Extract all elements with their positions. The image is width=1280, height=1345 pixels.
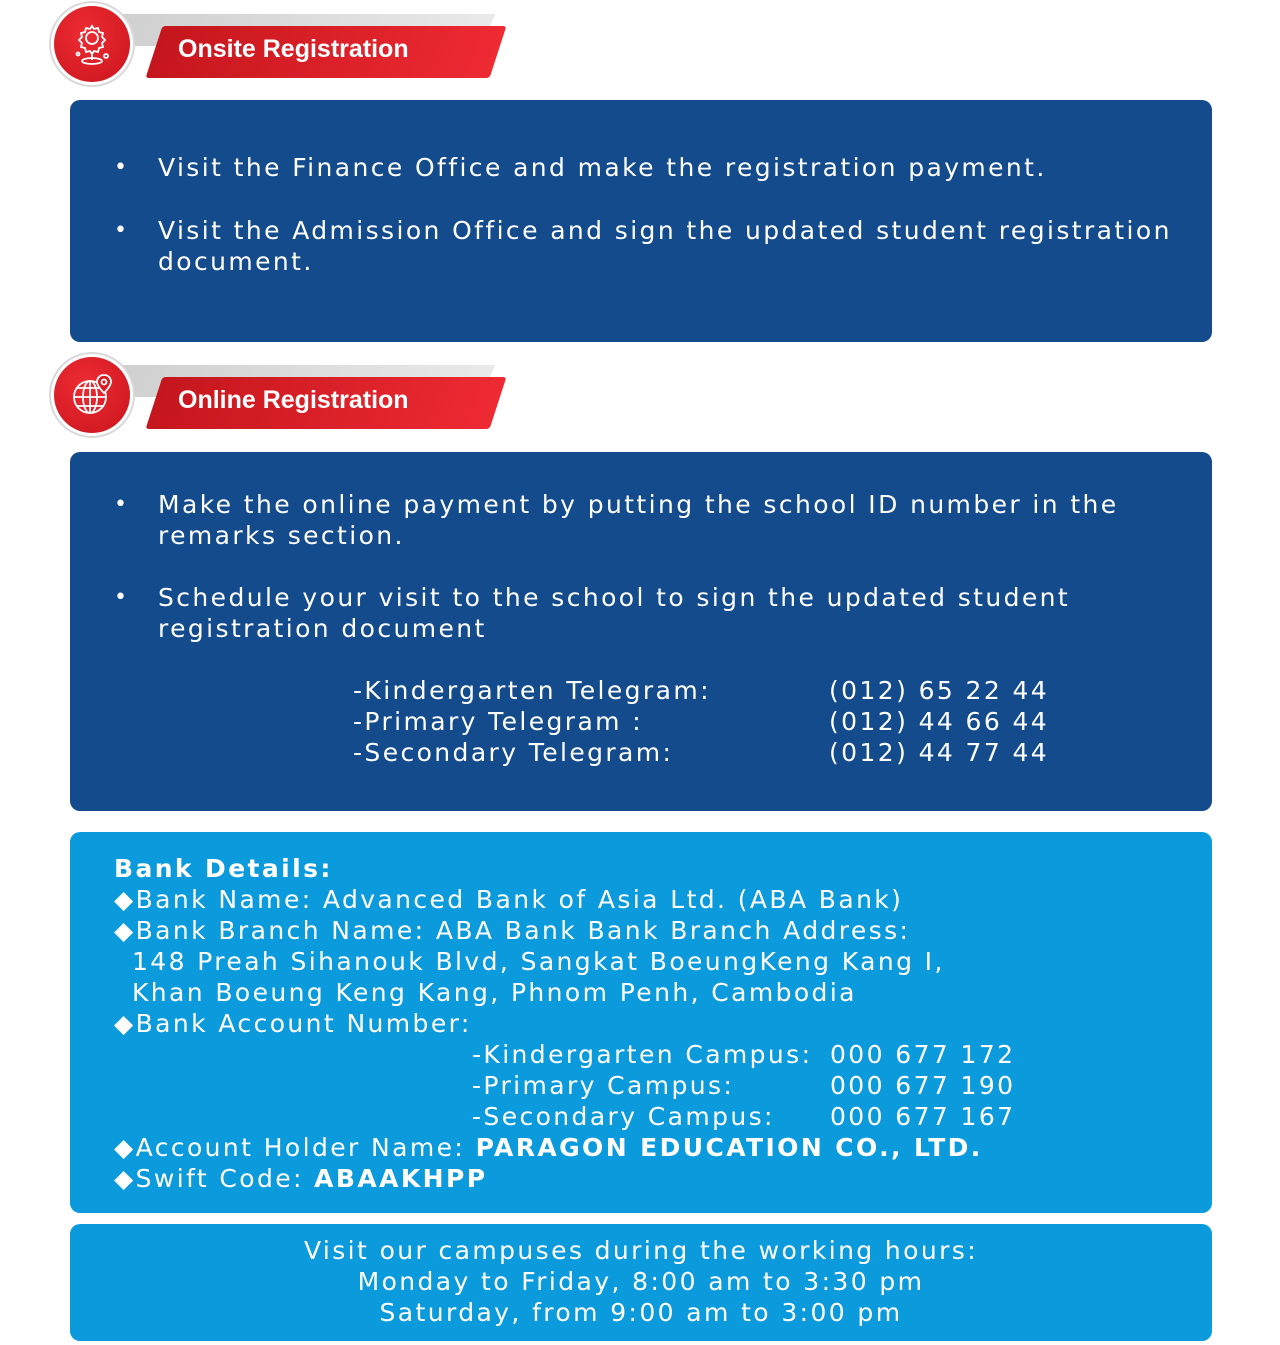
account-holder-line <box>114 1132 983 1163</box>
telegram-phone-kindergarten: (012) 65 22 44 <box>829 676 1050 705</box>
account-number-kindergarten: 000 677 172 <box>830 1040 1016 1069</box>
bank-heading: Bank Details: <box>114 854 333 883</box>
online-title: Online Registration <box>178 386 409 414</box>
working-hours-panel <box>70 1224 1212 1341</box>
account-label-secondary: -Secondary Campus: <box>472 1102 775 1131</box>
telegram-label-secondary: -Secondary Telegram: <box>353 738 674 767</box>
account-holder-label: ◆Account Holder Name: <box>114 1133 476 1162</box>
account-label-kindergarten: -Kindergarten Campus: <box>472 1040 813 1069</box>
account-holder-value: PARAGON EDUCATION CO., LTD. <box>475 1133 983 1162</box>
hours-saturday: Saturday, from 9:00 am to 3:00 pm <box>379 1298 903 1327</box>
account-number-secondary: 000 677 167 <box>830 1102 1016 1131</box>
bank-branch-line: ◆Bank Branch Name: ABA Bank Bank Branch Address: <box>114 916 911 945</box>
bullet-icon: • <box>114 585 130 610</box>
hours-weekday: Monday to Friday, 8:00 am to 3:30 pm <box>357 1267 925 1296</box>
swift-code-label: ◆Swift Code: <box>114 1164 315 1193</box>
telegram-phone-secondary: (012) 44 77 44 <box>829 738 1050 767</box>
swift-code-value: ABAAKHPP <box>314 1164 488 1193</box>
account-label-primary: -Primary Campus: <box>472 1071 735 1100</box>
bank-name-line: ◆Bank Name: Advanced Bank of Asia Ltd. (ABA Bank) <box>114 885 904 914</box>
bank-address-line-1: 148 Preah Sihanouk Blvd, Sangkat BoeungKeng Kang I, <box>132 947 945 976</box>
hours-intro: Visit our campuses during the working hours: <box>303 1236 979 1265</box>
bank-address-line-2: Khan Boeung Keng Kang, Phnom Penh, Cambodia <box>132 978 857 1007</box>
globe-location-icon <box>54 357 130 433</box>
bank-details-panel <box>70 832 1212 1213</box>
account-number-primary: 000 677 190 <box>830 1071 1016 1100</box>
onsite-title: Onsite Registration <box>178 35 409 63</box>
bullet-icon: • <box>114 218 130 243</box>
onsite-header <box>54 2 514 82</box>
gear-location-icon <box>54 6 130 82</box>
telegram-label-primary: -Primary Telegram : <box>353 707 644 736</box>
online-panel: • Make the online payment by putting the school ID number in the remarks section. • Schedule your visit to the school to sign the updated student registration document -Kindergarten Telegram: (012) 65 22 44 -Primary Telegram : (012) 44 66 44 -Secondary Telegram: (012) 44 77 44 <box>70 452 1212 811</box>
telegram-label-kindergarten: -Kindergarten Telegram: <box>353 676 711 705</box>
bullet-icon: • <box>114 155 130 180</box>
telegram-phone-primary: (012) 44 66 44 <box>829 707 1050 736</box>
bank-account-line: ◆Bank Account Number: <box>114 1009 472 1038</box>
swift-code-line <box>114 1163 487 1194</box>
online-header <box>54 353 514 433</box>
onsite-panel: • Visit the Finance Office and make the registration payment. • Visit the Admission Office and sign the updated student registration document. <box>70 100 1212 342</box>
bullet-icon: • <box>114 492 130 517</box>
